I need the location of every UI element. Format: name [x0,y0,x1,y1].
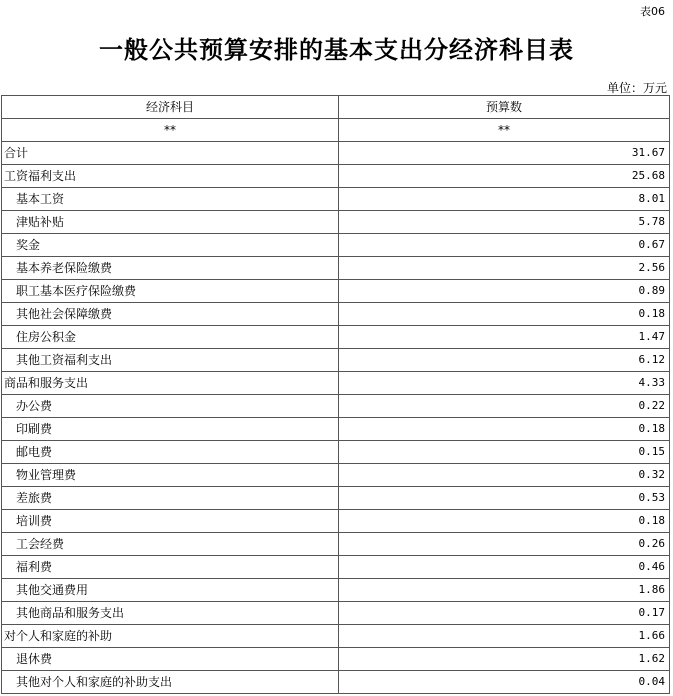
row-subject: 培训费 [2,510,339,533]
row-value: 0.89 [339,280,670,303]
row-subject: 其他社会保障缴费 [2,303,339,326]
row-subject: 邮电费 [2,441,339,464]
row-value: 6.12 [339,349,670,372]
table-row [2,602,670,625]
row-subject: 其他对个人和家庭的补助支出 [2,671,339,694]
row-subject: 工会经费 [2,533,339,556]
table-row [2,188,670,211]
table-row [2,441,670,464]
row-subject: 对个人和家庭的补助 [2,625,339,648]
row-value: 0.18 [339,510,670,533]
unit-label: 单位：万元 [606,81,667,95]
table-header-row [2,96,670,119]
table-row [2,418,670,441]
row-value: 5.78 [339,211,670,234]
row-value: 1.86 [339,579,670,602]
row-subject: 其他工资福利支出 [2,349,339,372]
row-subject: 住房公积金 [2,326,339,349]
row-subject: 印刷费 [2,418,339,441]
row-value: 8.01 [339,188,670,211]
row-value: 0.46 [339,556,670,579]
page-title: 一般公共预算安排的基本支出分经济科目表 [99,35,574,64]
row-value: 25.68 [339,165,670,188]
table-row [2,625,670,648]
row-subject: 商品和服务支出 [2,372,339,395]
table-row [2,533,670,556]
row-value: 0.18 [339,418,670,441]
row-value: 0.53 [339,487,670,510]
row-subject: 职工基本医疗保险缴费 [2,280,339,303]
table-row [2,257,670,280]
table-row [2,372,670,395]
row-subject: 津贴补贴 [2,211,339,234]
table-row [2,579,670,602]
table-row [2,211,670,234]
row-value: 0.17 [339,602,670,625]
table-row [2,234,670,257]
header-budget-amount: 预算数 [339,96,670,119]
table-row [2,671,670,694]
table-row [2,487,670,510]
table-row [2,556,670,579]
row-value: 1.66 [339,625,670,648]
row-subject: 合计 [2,142,339,165]
row-subject: 退休费 [2,648,339,671]
header-economic-subject: 经济科目 [2,96,339,119]
row-value: 31.67 [339,142,670,165]
row-value: 0.15 [339,441,670,464]
row-value: 1.47 [339,326,670,349]
subheader-col1: ** [2,119,339,142]
row-subject: 基本工资 [2,188,339,211]
row-value: 0.22 [339,395,670,418]
row-subject: 物业管理费 [2,464,339,487]
row-subject: 办公费 [2,395,339,418]
row-subject: 其他交通费用 [2,579,339,602]
expenditure-table [1,95,670,694]
table-row [2,165,670,188]
table-row [2,326,670,349]
row-subject: 工资福利支出 [2,165,339,188]
row-value: 0.67 [339,234,670,257]
table-row [2,395,670,418]
row-subject: 其他商品和服务支出 [2,602,339,625]
table-row [2,303,670,326]
row-subject: 基本养老保险缴费 [2,257,339,280]
row-subject: 奖金 [2,234,339,257]
table-subheader-row [2,119,670,142]
row-subject: 差旅费 [2,487,339,510]
row-value: 2.56 [339,257,670,280]
table-row [2,648,670,671]
row-value: 0.04 [339,671,670,694]
table-row [2,280,670,303]
table-row [2,464,670,487]
table-number: 表06 [640,5,665,18]
row-value: 0.32 [339,464,670,487]
row-subject: 福利费 [2,556,339,579]
row-value: 0.18 [339,303,670,326]
table-row [2,349,670,372]
row-value: 1.62 [339,648,670,671]
subheader-col2: ** [339,119,670,142]
table-row [2,142,670,165]
table-row [2,510,670,533]
row-value: 4.33 [339,372,670,395]
row-value: 0.26 [339,533,670,556]
